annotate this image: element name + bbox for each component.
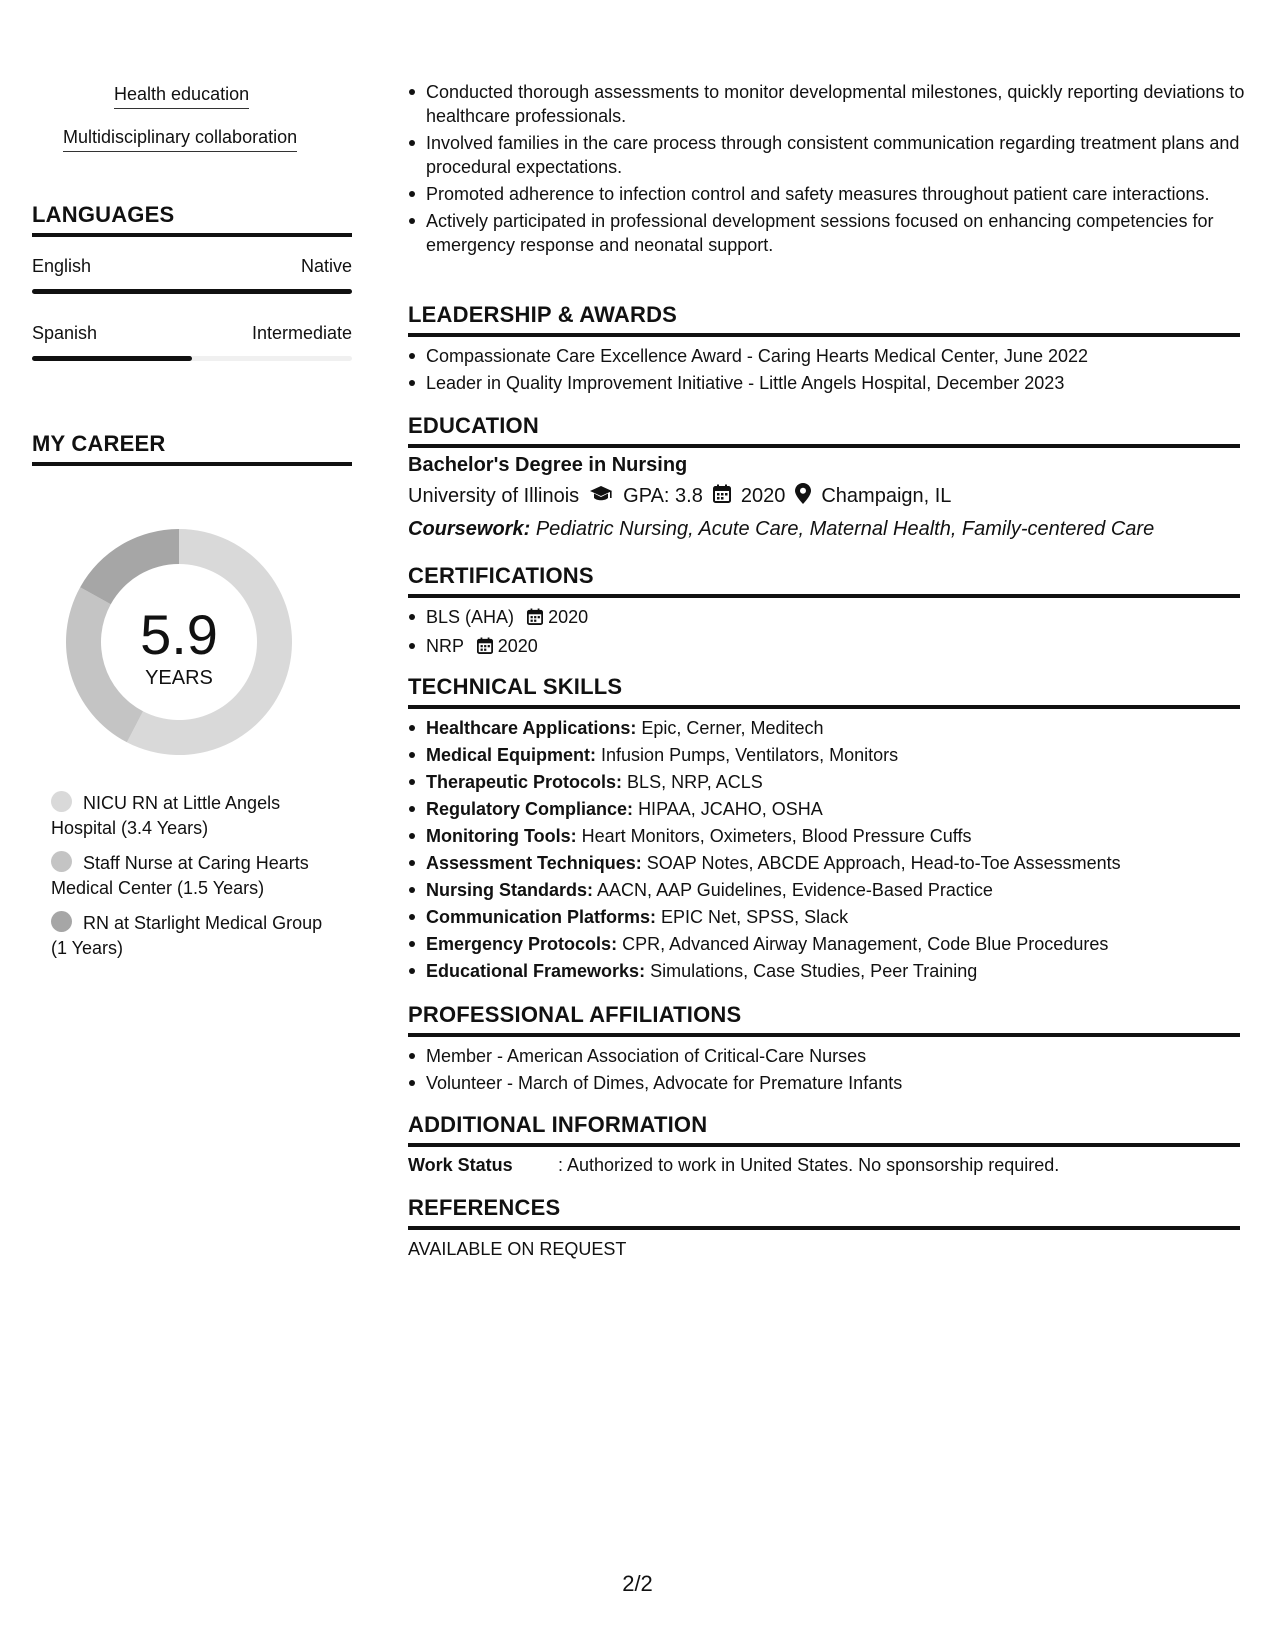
language-level: Intermediate [251, 323, 352, 343]
legend-dot-icon [51, 851, 72, 872]
skill-category: Healthcare Applications: [426, 718, 637, 738]
list-item: Compassionate Care Excellence Award - Caring Hearts Medical Center, June 2022 [426, 344, 1258, 368]
languages-heading: LANGUAGES [32, 202, 352, 237]
education-heading: EDUCATION [408, 413, 1240, 448]
career-legend-label: RN at Starlight Medical Group (1 Years) [51, 913, 323, 958]
language-name: English [32, 256, 92, 276]
skill-category: Therapeutic Protocols: [426, 772, 623, 792]
career-legend-label: NICU RN at Little Angels Hospital (3.4 Years) [51, 793, 281, 838]
list-item [426, 851, 1258, 875]
awards-heading: LEADERSHIP & AWARDS [408, 302, 1240, 337]
education-coursework [408, 518, 1240, 541]
affiliations-heading: PROFESSIONAL AFFILIATIONS [408, 1002, 1240, 1037]
skill-category: Monitoring Tools: [426, 826, 577, 846]
career-legend-item [51, 791, 341, 841]
list-item [426, 959, 1258, 983]
list-item: Conducted thorough assessments to monitor developmental milestones, quickly reporting deviations to healthcare professionals. [426, 80, 1258, 128]
work-status-row [408, 1155, 1240, 1176]
language-item [32, 256, 352, 294]
career-total-unit: YEARS [145, 667, 213, 689]
language-proficiency-fill [32, 356, 192, 361]
references-heading: REFERENCES [408, 1195, 1240, 1230]
skill-values: Heart Monitors, Oximeters, Blood Pressure Cuffs [581, 826, 972, 846]
career-donut-segment [80, 529, 179, 604]
skill-category: Medical Equipment: [426, 745, 597, 765]
certification-year: 2020 [548, 607, 589, 627]
list-item: Promoted adherence to infection control and safety measures throughout patient care interactions. [426, 182, 1258, 206]
education-details [408, 483, 1240, 510]
education-location: Champaign, IL [821, 485, 952, 507]
language-proficiency-bar [32, 356, 352, 361]
career-donut-chart [66, 529, 292, 755]
skill-category: Regulatory Compliance: [426, 799, 634, 819]
map-pin-icon [795, 483, 811, 510]
list-item: Actively participated in professional development sessions focused on enhancing competencies for emergency response and neonatal support. [426, 209, 1258, 257]
career-legend-item [51, 911, 341, 961]
page-number: 2/2 [622, 1571, 653, 1596]
work-status-value: : Authorized to work in United States. No sponsorship required. [558, 1155, 1060, 1175]
education-school: University of Illinois [408, 485, 580, 507]
list-item [426, 743, 1258, 767]
skill-category: Educational Frameworks: [426, 961, 646, 981]
technical-skills-list [408, 716, 1258, 986]
skill-values: HIPAA, JCAHO, OSHA [638, 799, 823, 819]
skill-values: SOAP Notes, ABCDE Approach, Head-to-Toe Assessments [646, 853, 1121, 873]
list-item [426, 932, 1258, 956]
experience-bullets [408, 80, 1258, 260]
skill-category: Nursing Standards: [426, 880, 594, 900]
skill-category: Emergency Protocols: [426, 934, 618, 954]
skill-values: BLS, NRP, ACLS [627, 772, 763, 792]
education-gpa: GPA: 3.8 [623, 485, 703, 507]
skill-item: Health education [114, 84, 249, 109]
skill-values: Simulations, Case Studies, Peer Training [650, 961, 978, 981]
skill-values: Epic, Cerner, Meditech [641, 718, 824, 738]
coursework-label: Coursework: [408, 518, 531, 540]
skill-category: Assessment Techniques: [426, 853, 642, 873]
affiliations-list [408, 1044, 1258, 1098]
work-status-label: Work Status [408, 1155, 513, 1175]
certifications-heading: CERTIFICATIONS [408, 563, 1240, 598]
technical-skills-heading: TECHNICAL SKILLS [408, 674, 1240, 709]
legend-dot-icon [51, 791, 72, 812]
awards-list [408, 344, 1258, 398]
skill-category: Communication Platforms: [426, 907, 657, 927]
legend-dot-icon [51, 911, 72, 932]
certification-year: 2020 [497, 636, 538, 656]
career-donut-segment [66, 587, 143, 742]
calendar-icon [713, 484, 731, 509]
calendar-icon [527, 607, 543, 631]
career-heading: MY CAREER [32, 431, 352, 466]
list-item [426, 905, 1258, 929]
career-legend-label: Staff Nurse at Caring Hearts Medical Center (1.5 Years) [51, 853, 309, 898]
education-year: 2020 [740, 485, 786, 507]
skill-values: EPIC Net, SPSS, Slack [661, 907, 849, 927]
career-total-value: 5.9 [140, 603, 218, 666]
list-item: Volunteer - March of Dimes, Advocate for Premature Infants [426, 1071, 1258, 1095]
references-text: AVAILABLE ON REQUEST [408, 1239, 627, 1259]
calendar-icon [477, 636, 493, 660]
list-item [426, 634, 1258, 660]
certifications-list [408, 605, 1258, 663]
list-item [426, 824, 1258, 848]
list-item [426, 797, 1258, 821]
education-entry [408, 454, 1240, 541]
language-level: Native [300, 256, 352, 276]
additional-info-heading: ADDITIONAL INFORMATION [408, 1112, 1240, 1147]
certification-name: NRP [426, 636, 464, 656]
coursework-text: Pediatric Nursing, Acute Care, Maternal Health, Family-centered Care [535, 518, 1155, 540]
list-item [426, 878, 1258, 902]
language-name: Spanish [32, 323, 98, 343]
language-item [32, 323, 352, 361]
list-item: Member - American Association of Critical-Care Nurses [426, 1044, 1258, 1068]
skill-values: Infusion Pumps, Ventilators, Monitors [601, 745, 899, 765]
skill-values: AACN, AAP Guidelines, Evidence-Based Practice [597, 880, 993, 900]
language-proficiency-fill [32, 289, 352, 294]
career-legend-item [51, 851, 341, 901]
list-item [426, 770, 1258, 794]
career-legend [51, 791, 341, 961]
list-item: Leader in Quality Improvement Initiative - Little Angels Hospital, December 2023 [426, 371, 1258, 395]
graduation-cap-icon [589, 485, 613, 509]
language-proficiency-bar [32, 289, 352, 294]
skill-item: Multidisciplinary collaboration [63, 127, 297, 152]
skill-values: CPR, Advanced Airway Management, Code Blue Procedures [622, 934, 1109, 954]
list-item [426, 605, 1258, 631]
certification-name: BLS (AHA) [426, 607, 515, 627]
education-degree: Bachelor's Degree in Nursing [408, 454, 688, 476]
list-item [426, 716, 1258, 740]
list-item: Involved families in the care process through consistent communication regarding treatment plans and procedural expectations. [426, 131, 1258, 179]
